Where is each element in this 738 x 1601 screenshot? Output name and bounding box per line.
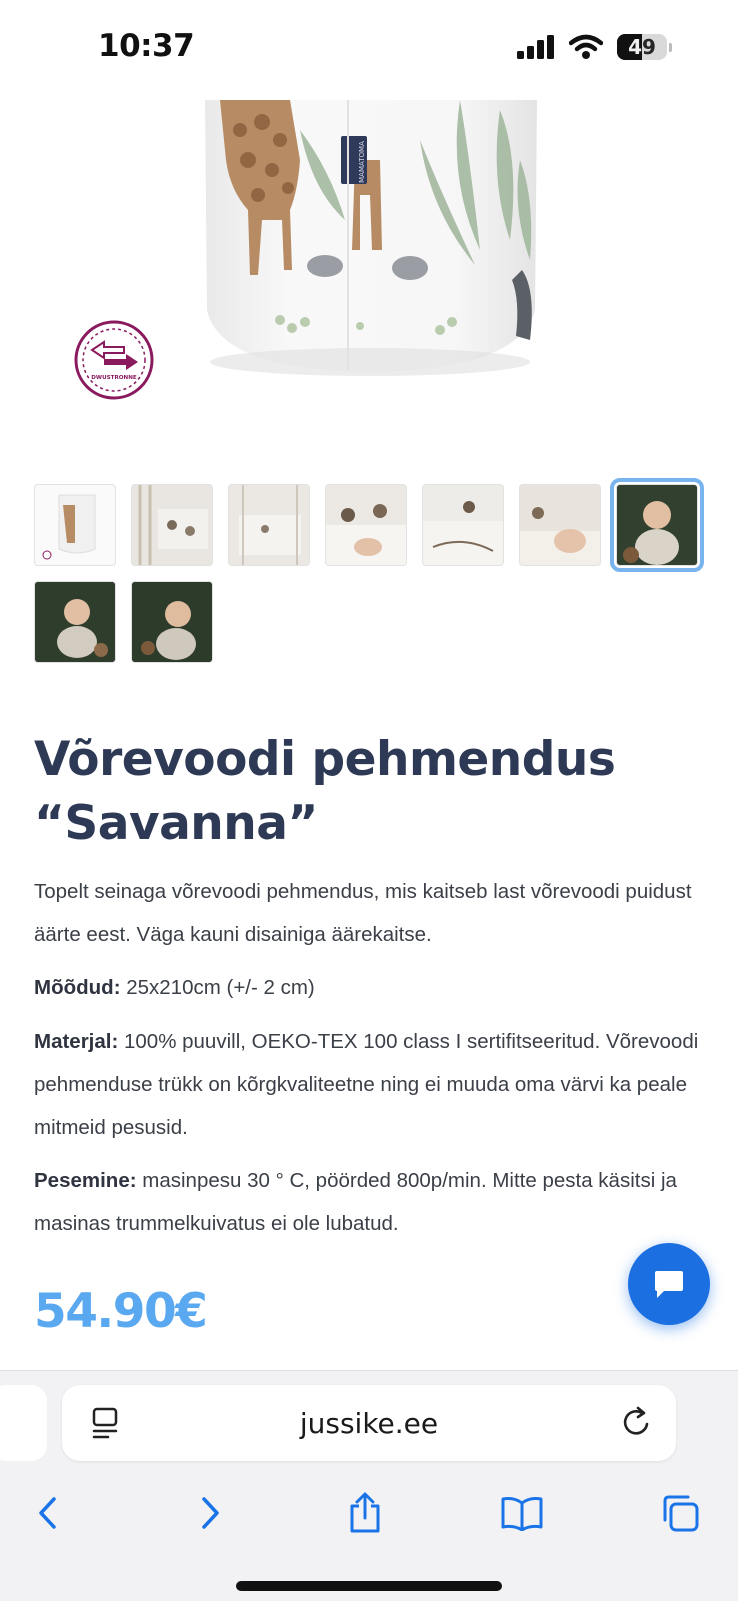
share-icon bbox=[347, 1492, 383, 1534]
thumbnail-8[interactable] bbox=[34, 581, 116, 663]
url-text: jussike.ee bbox=[299, 1407, 439, 1440]
status-icons bbox=[517, 34, 672, 60]
thumbnail-3[interactable] bbox=[228, 484, 310, 566]
material-label: Materjal: bbox=[34, 1030, 119, 1053]
product-dimensions bbox=[34, 966, 714, 1009]
product-main-image[interactable] bbox=[0, 100, 738, 450]
dimensions-value: 25x210cm (+/- 2 cm) bbox=[120, 976, 315, 999]
home-indicator bbox=[236, 1581, 502, 1591]
thumbnail-6[interactable] bbox=[519, 484, 601, 566]
product-price: 54.90€ bbox=[34, 1284, 207, 1339]
reversible-badge-icon bbox=[76, 322, 152, 398]
back-button[interactable] bbox=[18, 1483, 78, 1543]
thumbnail-7[interactable] bbox=[616, 484, 698, 566]
reversible-badge-text: DWUSTRONNE bbox=[91, 375, 137, 381]
thumbnail-5[interactable] bbox=[422, 484, 504, 566]
tabs-button[interactable] bbox=[650, 1483, 710, 1543]
product-washing bbox=[34, 1159, 714, 1245]
chat-button[interactable] bbox=[628, 1243, 710, 1325]
bookmarks-icon bbox=[500, 1495, 544, 1531]
reload-icon[interactable] bbox=[620, 1405, 654, 1439]
browser-toolbar bbox=[0, 1370, 738, 1601]
chat-bubble-icon bbox=[652, 1268, 686, 1300]
tabs-icon bbox=[660, 1493, 700, 1533]
thumbnail-2[interactable] bbox=[131, 484, 213, 566]
wifi-icon bbox=[569, 34, 603, 60]
browser-nav-row bbox=[0, 1483, 738, 1543]
status-time: 10:37 bbox=[98, 28, 195, 64]
brand-tag: MAMATOMA bbox=[358, 141, 366, 183]
product-material bbox=[34, 1020, 714, 1149]
battery-level: 49 bbox=[628, 35, 656, 59]
battery-tip bbox=[669, 43, 672, 52]
status-bar bbox=[0, 0, 738, 100]
material-value: 100% puuvill, OEKO-TEX 100 class I sertifitseeritud. Võrevoodi pehmenduse trükk on kõrgkvaliteetne ning ei muuda oma värvi ka peale mitmeid pesusid. bbox=[34, 1030, 699, 1139]
forward-button[interactable] bbox=[180, 1483, 240, 1543]
thumbnail-4[interactable] bbox=[325, 484, 407, 566]
washing-value: masinpesu 30 ° C, pöörded 800p/min. Mitte pesta käsitsi ja masinas trummelkuivatus ei ole lubatud. bbox=[34, 1169, 677, 1235]
washing-label: Pesemine: bbox=[34, 1169, 137, 1192]
address-bar[interactable] bbox=[62, 1385, 676, 1461]
product-title: Võrevoodi pehmendus “Savanna” bbox=[34, 732, 616, 851]
previous-tab-preview[interactable] bbox=[0, 1385, 47, 1461]
back-icon bbox=[36, 1495, 60, 1531]
forward-icon bbox=[198, 1495, 222, 1531]
share-button[interactable] bbox=[335, 1483, 395, 1543]
dimensions-label: Mõõdud: bbox=[34, 976, 121, 999]
battery-icon bbox=[617, 34, 667, 60]
thumbnail-9[interactable] bbox=[131, 581, 213, 663]
thumbnail-1[interactable] bbox=[34, 484, 116, 566]
product-description: Topelt seinaga võrevoodi pehmendus, mis kaitseb last võrevoodi puidust äärte eest. Väga kauni disainiga äärekaitse. bbox=[34, 880, 692, 946]
signal-icon bbox=[517, 35, 555, 59]
bookmarks-button[interactable] bbox=[492, 1483, 552, 1543]
